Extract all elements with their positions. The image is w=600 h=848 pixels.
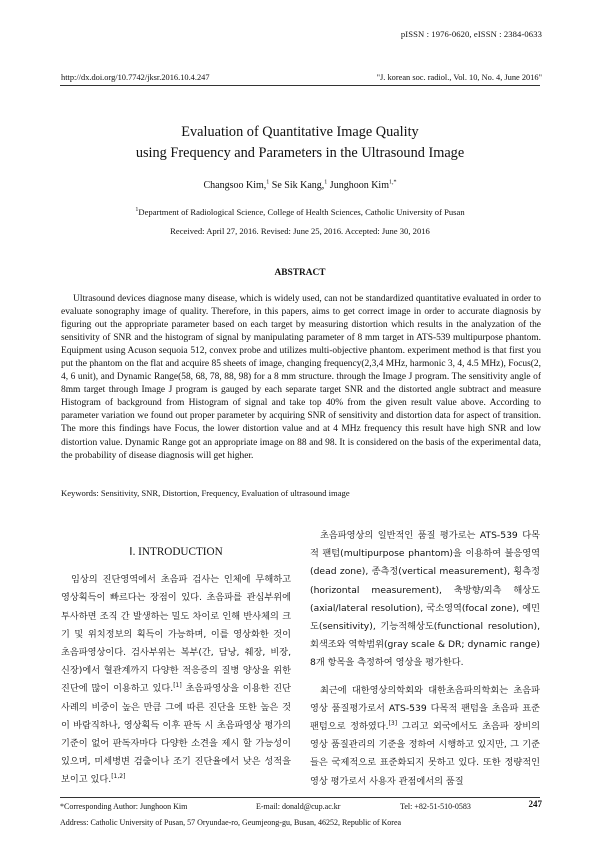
author-2: Se Sik Kang, bbox=[271, 180, 325, 191]
issn-line: pISSN : 1976-0620, eISSN : 2384-0633 bbox=[400, 29, 542, 39]
paper-title bbox=[0, 122, 600, 164]
author-3-affil: 1,* bbox=[388, 179, 397, 186]
intro-p1-text: 임상의 진단영역에서 초음파 검사는 인체에 무해하고 영상획득이 빠르다는 장점이 있다. 초음파를 관심부위에 투사하면 조직 간 발생하는 밀도 차이로 인해 반사체의 크기 및 위치정보의 획득이 가능하며, 이를 영상화한 것이 초음파영상이다. 검사부위는 복부(간, 담낭, 췌장, 비장, 신장)에서 혈관계까지 다양한 적응증의 질병 양상을 위한 진단에 많이 이용하고 있다. bbox=[61, 574, 291, 695]
title-line-2: using Frequency and Parameters in the Ultrasound Image bbox=[135, 145, 465, 161]
left-column bbox=[61, 543, 291, 790]
received-dates: Received: April 27, 2016. Revised: June 25, 2016. Accepted: June 30, 2016 bbox=[170, 226, 430, 236]
corresponding-address: Address: Catholic University of Pusan, 57 Oryundae-ro, Geumjeong-gu, Busan, 46252, Republic of Korea bbox=[60, 818, 402, 827]
title-line-1: Evaluation of Quantitative Image Quality bbox=[181, 124, 419, 140]
citation-3: [3] bbox=[388, 719, 398, 727]
journal-citation: "J. korean soc. radiol., Vol. 10, No. 4, June 2016" bbox=[376, 73, 542, 82]
corresponding-email[interactable]: E-mail: donald@cup.ac.kr bbox=[256, 802, 341, 811]
intro-p1b-text: 초음파영상을 이용한 진단사례의 비중이 높은 만큼 그에 따른 진단을 또한 높은 것이 바람직하나, 영상획득 이후 판독 시 초음파영상 평가의 기준이 없어 판독자마다 다양한 소견을 제시 할 가능성이 있으며, 미세병변 검출이나 조기 진단율에서 낮은 성적을 보이고 있다. bbox=[61, 683, 292, 786]
footer-divider bbox=[60, 797, 540, 798]
intro-paragraph-1 bbox=[61, 571, 291, 789]
affiliation bbox=[0, 207, 600, 217]
intro-r2b-text: 그리고 외국에서도 초음파 장비의 영상 품질관리의 기준을 정하여 시행하고 있지만, 그 기준들은 국제적으로 표준화되지 못하고 있다. 또한 정량적인 영상 평가로서 사용자 관점에서의 품질 bbox=[310, 721, 541, 787]
introduction-heading: Ⅰ. INTRODUCTION bbox=[129, 546, 223, 558]
affiliation-marker: 1 bbox=[135, 207, 139, 214]
citation-1-2: [1,2] bbox=[111, 773, 126, 781]
corresponding-author: *Corresponding Author: Junghoon Kim bbox=[60, 802, 188, 811]
abstract-text: Ultrasound devices diagnose many disease, which is widely used, can not be standardized quantitative evaluated in order to evaluate sonography image of quality. Therefore, in this papers, aims to get correct image in order to accurate diagnosis by figuring out the appropriate parameter based on each target by measuring distortion which results in the analyzation of the sensitivity of SNR and the histogram of signal by manipulating parameter of 8 mm target in ATS-539 multipurpose phantom. Equipment using Acuson sequoia 512, convex probe and utilizes multi-objective phantom. experiment method is that first you put the phantom on the flat and acquire 85 sheets of image, changing frequency(2,3,4 MHz, harmonic 3, 4, 4.5 MHz), Focus(2, 4, 6 unit), and Dynamic Range(58, 68, 78, 88, 98) for a 8 mm structure. through the Image J program. The sensitivity angle of 8mm target through Image J program is gauged by each separate target SNR and the distorted angle subtract and measure Histogram of background from Histogram of signal and take top 40% from the given result value above. According to parameter variation we found out proper parameter by acquiring SNR of sensitivity and distortion data for aspect of transition. The more this findings have Focus, the lower distortion value and at 4 MHz frequency this result have high SNR and low distortion value. Dynamic Range got an appropriate image on 88 and 98. It is considered on the basis of the experimental data, the probability of disease diagnosis will get higher. bbox=[61, 294, 541, 461]
author-1-affil: 1 bbox=[266, 179, 270, 186]
keywords: Keywords: Sensitivity, SNR, Distortion, Frequency, Evaluation of ultrasound image bbox=[61, 488, 350, 498]
corresponding-tel: Tel: +82-51-510-0583 bbox=[400, 802, 471, 811]
intro-paragraph-2: 초음파영상의 일반적인 품질 평가로는 ATS-539 다목적 팬텀(multipurpose phantom)을 이용하여 불응영역(dead zone), 종측정(vertical measurement), 횡측정(horizontal measurement), 축방향/외측 해상도(axial/lateral resolution), 국소영역(focal zone), 예민도(sensitivity), 기능적해상도(functional resolution), 회색조와 역학범위(gray scale & DR; dynamic range) 8개 항목을 측정하여 영상을 평가한다. bbox=[310, 530, 540, 669]
author-1: Changsoo Kim, bbox=[203, 180, 267, 191]
author-3: Junghoon Kim bbox=[329, 180, 389, 191]
abstract-heading: ABSTRACT bbox=[274, 268, 326, 278]
intro-paragraph-3 bbox=[310, 682, 540, 791]
doi-link[interactable]: http://dx.doi.org/10.7742/jksr.2016.10.4.247 bbox=[61, 73, 210, 82]
right-column bbox=[310, 527, 540, 791]
affiliation-text: Department of Radiological Science, College of Health Sciences, Catholic University of Pusan bbox=[138, 207, 465, 217]
author-list bbox=[0, 180, 600, 191]
intro-r2-text: 최근에 대한영상의학회와 대한초음파의학회는 초음파영상 품질평가로서 ATS-539 다목적 팬텀을 초음파 표준팬텀으로 정하였다. bbox=[310, 684, 540, 733]
author-2-affil: 1 bbox=[324, 179, 328, 186]
page-number: 247 bbox=[528, 799, 542, 809]
citation-1: [1] bbox=[173, 682, 182, 690]
header-divider bbox=[60, 85, 540, 86]
